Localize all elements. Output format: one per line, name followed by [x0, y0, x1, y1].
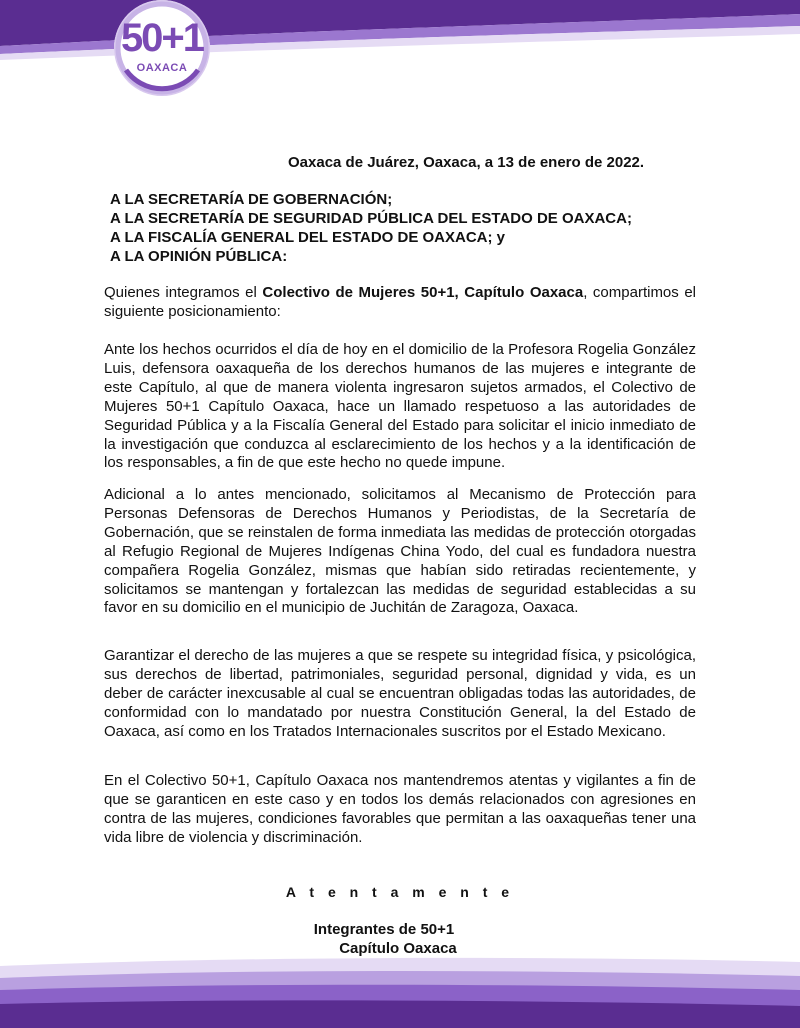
signature-line: Capítulo Oaxaca — [339, 940, 457, 957]
recipient-line: A LA SECRETARÍA DE GOBERNACIÓN; — [110, 191, 393, 208]
recipients-block — [110, 190, 632, 266]
date-line: Oaxaca de Juárez, Oaxaca, a 13 de enero de 2022. — [288, 154, 645, 171]
paragraph-protection-request — [104, 486, 696, 618]
intro-paragraph — [104, 284, 696, 322]
closing-salutation: A t e n t a m e n t e — [285, 884, 515, 900]
paragraph-text: Adicional a lo antes mencionado, solicitamos al Mecanismo de Protección para Personas Defensoras de Derechos Humanos y Periodistas, de la Secretaría de Gobernación, que se reinstalen de forma inmediata las medidas de protección otorgadas al Refugio Regional de Mujeres Indígenas China Yodo, del cual es fundadora nuestra compañera Rogelia González, mismas que habían sido retiradas recientemente, y solicitamos se mantengan y fortalezcan las medidas de seguridad establecidas a su favor en su domicilio en el municipio de Juchitán de Zaragoza, Oaxaca. — [104, 486, 696, 617]
signature-block — [0, 920, 800, 958]
paragraph-facts — [104, 341, 696, 473]
paragraph-rights — [104, 647, 696, 742]
signature-line: Integrantes de 50+1 — [313, 921, 455, 938]
recipient-line: A LA OPINIÓN PÚBLICA: — [110, 248, 288, 265]
collective-name: Colectivo de Mujeres 50+1, Capítulo Oaxaca — [262, 284, 584, 301]
paragraph-text: Ante los hechos ocurridos el día de hoy en el domicilio de la Profesora Rogelia González Luis, defensora oaxaqueña de los derechos humanos de las mujeres e integrante de este Capítulo, al que de manera violenta ingresaron sujetos armados, el Colectivo de Mujeres 50+1 Capítulo Oaxaca, hace un llamado respetuoso a las autoridades de Seguridad Pública y a la Fiscalía General del Estado para solicitar el inicio inmediato de la investigación que conduzca al esclarecimiento de los hechos y a la identificación de los responsables, a fin de que este hecho no quede impune. — [104, 341, 696, 472]
paragraph-text: En el Colectivo 50+1, Capítulo Oaxaca nos mantendremos atentas y vigilantes a fin de que se garanticen en este caso y en todos los demás relacionados con agresiones en contra de las mujeres, condiciones favorables que permitan a las oaxaqueñas tener una vida libre de violencia y discriminación. — [104, 772, 696, 846]
intro-text-start: Quienes integramos el — [104, 284, 263, 301]
recipient-line: A LA FISCALÍA GENERAL DEL ESTADO DE OAXACA; y — [110, 229, 506, 246]
intro-text-end: , compartimos el siguiente posicionamiento: — [104, 284, 697, 320]
paragraph-commitment — [104, 772, 696, 848]
logo-subtitle: OAXACA — [136, 62, 188, 74]
recipient-line: A LA SECRETARÍA DE SEGURIDAD PÚBLICA DEL ESTADO DE OAXACA; — [110, 210, 632, 227]
logo-50mas1-oaxaca — [114, 0, 210, 96]
logo-number: 50+1 — [120, 16, 204, 60]
footer-band — [0, 956, 800, 1028]
paragraph-text: Garantizar el derecho de las mujeres a que se respete su integridad física, y psicológica, sus derechos de libertad, patrimoniales, seguridad personal, dignidad y vida, es un deber de carácter inexcusable al cual se encuentran obligadas todas las autoridades, de conformidad con lo mandatado por nuestra Constitución General, la del Estado de Oaxaca, así como en los Tratados Internacionales suscritos por el Estado Mexicano. — [104, 647, 696, 740]
